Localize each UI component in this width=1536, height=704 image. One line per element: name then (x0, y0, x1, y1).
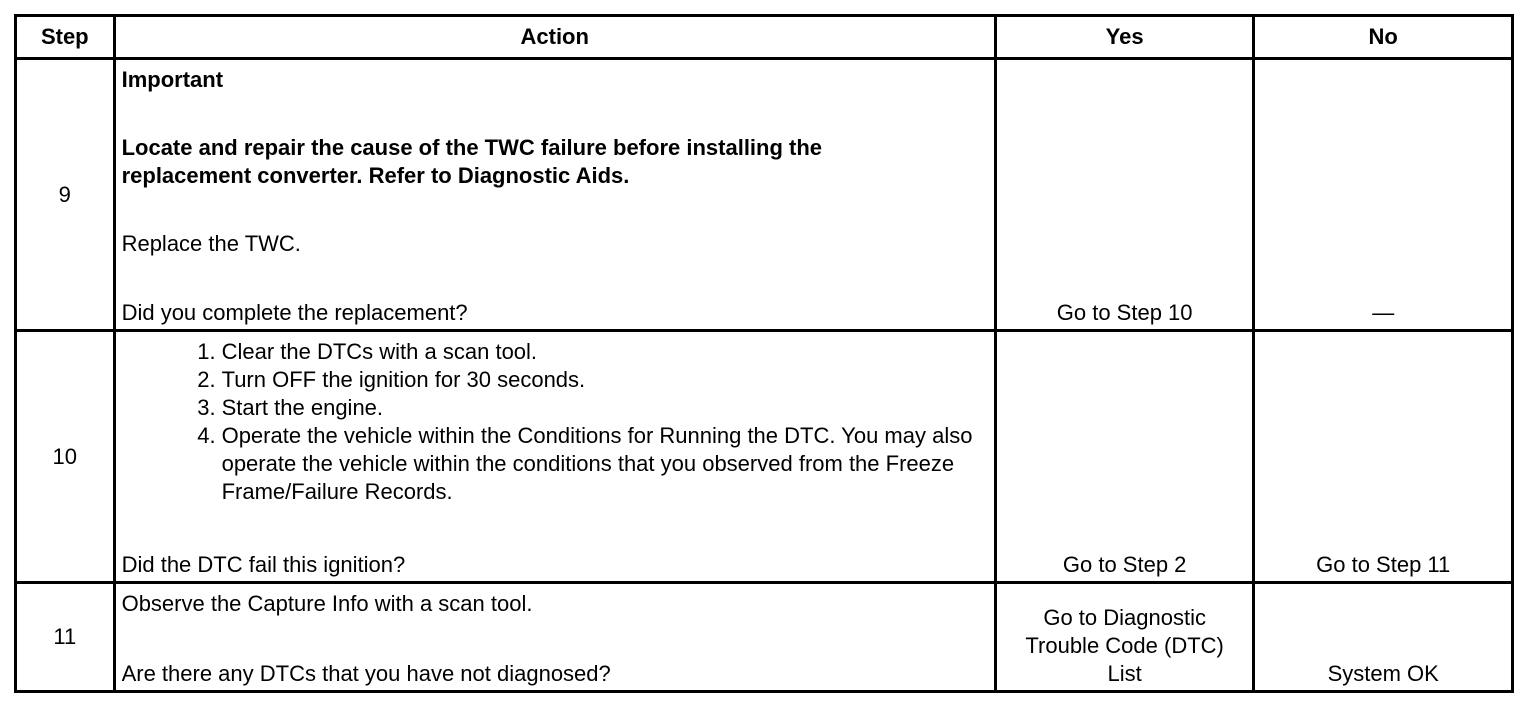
no-cell (1254, 583, 1513, 692)
action-cell (114, 59, 995, 331)
list-item (122, 366, 1000, 394)
table-row (16, 331, 1513, 583)
step-number: 11 (16, 583, 115, 692)
header-yes: Yes (995, 16, 1254, 59)
no-cell (1254, 59, 1513, 331)
yes-link[interactable]: Go to Step 2 (1062, 552, 1187, 577)
list-item-number: 4. (197, 423, 216, 448)
table-row (16, 59, 1513, 331)
list-item (122, 394, 1000, 422)
question-text: Are there any DTCs that you have not diagnosed? (121, 661, 611, 686)
list-item-number: 3. (197, 395, 216, 420)
important-label: Important (121, 67, 224, 92)
list-item-number: 2. (197, 367, 216, 392)
procedure-list (122, 332, 1000, 506)
header-step: Step (16, 16, 115, 59)
no-result: System OK (1327, 661, 1439, 686)
diagnostic-table (14, 14, 1514, 693)
yes-cell (995, 583, 1254, 692)
yes-link[interactable]: Go to Step 10 (1056, 300, 1193, 325)
yes-link-line: List (1107, 661, 1142, 686)
question-text: Did the DTC fail this ignition? (121, 552, 406, 577)
action-cell (114, 583, 995, 692)
header-action: Action (114, 16, 995, 59)
yes-link[interactable] (997, 604, 1253, 688)
header-no: No (1254, 16, 1513, 59)
no-link[interactable]: Go to Step 11 (1316, 552, 1451, 577)
yes-cell (995, 59, 1254, 331)
yes-link-line: Go to Diagnostic (1043, 605, 1206, 630)
important-note: Locate and repair the cause of the TWC failure before installing the replacement converter. Refer to Diagnostic Aids. (121, 135, 823, 188)
instruction-text: Observe the Capture Info with a scan tool. (121, 591, 533, 616)
list-item-text: Turn OFF the ignition for 30 seconds. (221, 367, 586, 392)
table-row (16, 583, 1513, 692)
list-item (122, 422, 1000, 506)
question-text: Did you complete the replacement? (121, 300, 468, 325)
instruction-text: Replace the TWC. (121, 231, 301, 256)
list-item-text: Operate the vehicle within the Conditions for Running the DTC. You may also operate the vehicle within the conditions that you observed from the Freeze Frame/Failure Records. (221, 423, 973, 504)
yes-cell (995, 331, 1254, 583)
step-number: 10 (16, 331, 115, 583)
no-link: — (1372, 300, 1395, 325)
list-item-number: 1. (197, 339, 216, 364)
action-cell (114, 331, 995, 583)
header-row (16, 16, 1513, 59)
list-item-text: Start the engine. (221, 395, 384, 420)
list-item-text: Clear the DTCs with a scan tool. (221, 339, 538, 364)
no-cell (1254, 331, 1513, 583)
yes-link-line: Trouble Code (DTC) (1025, 633, 1224, 658)
step-number: 9 (16, 59, 115, 331)
list-item (122, 338, 1000, 366)
